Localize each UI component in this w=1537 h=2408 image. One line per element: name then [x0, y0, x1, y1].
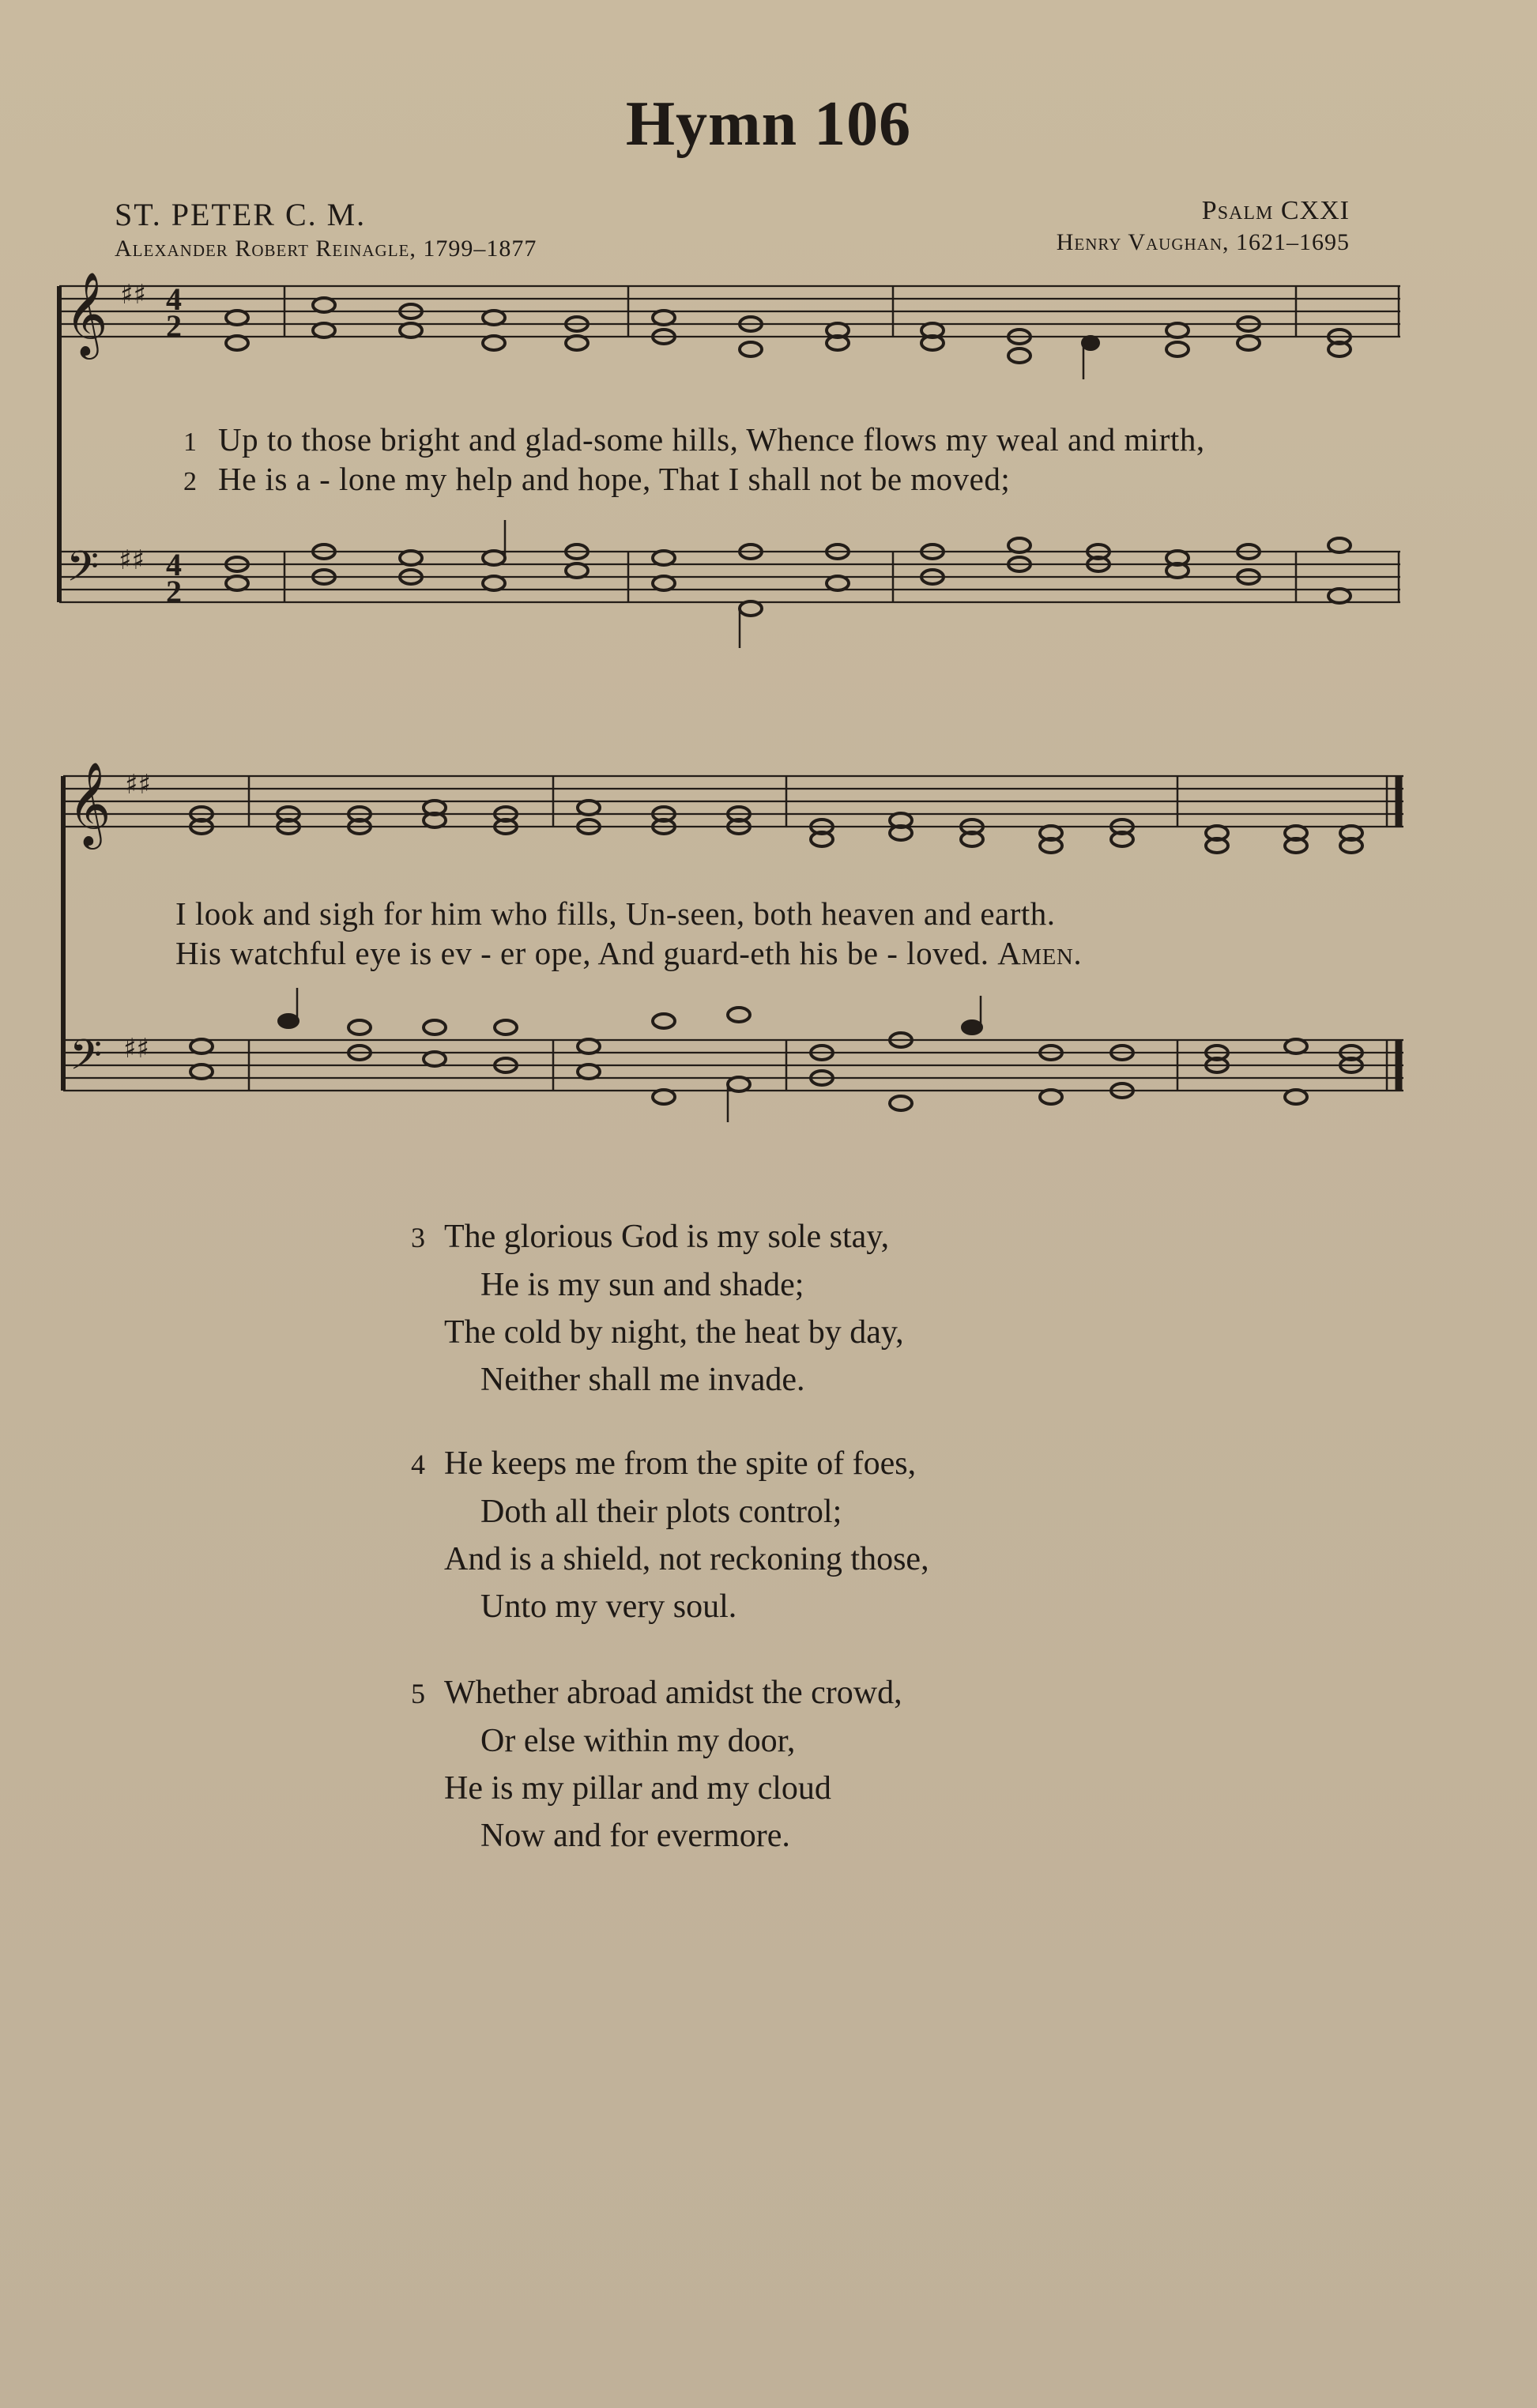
stanza-number: 3 [411, 1222, 425, 1253]
stanza-3 [411, 1213, 904, 1404]
stanza-line: He is my sun and shade; [480, 1267, 804, 1303]
hymn-title: Hymn 106 [625, 89, 912, 159]
treble-clef: 𝄞 [68, 761, 111, 846]
stanza-4 [411, 1440, 929, 1630]
lyric-words: Up to those bright and glad-some hills, Whence flows my weal and mirth, [218, 421, 1205, 458]
composer-credit: Alexander Robert Reinagle, 1799–1877 [115, 236, 537, 262]
treble-key-signature: ♯♯ [125, 769, 151, 801]
tune-name: ST. PETER C. M. [115, 197, 367, 232]
system-1-verse-1-line [183, 420, 1205, 458]
music-system-1 [0, 269, 1537, 648]
stanza-line: Unto my very soul. [480, 1588, 737, 1625]
bass-time-top: 4 [166, 547, 182, 582]
barlines-2 [249, 776, 1399, 1091]
treble-staff-1 [59, 286, 1400, 337]
bass-notes-2 [190, 988, 1362, 1122]
text-author: Henry Vaughan, 1621–1695 [1056, 229, 1350, 255]
stanza-line: The cold by night, the heat by day, [444, 1314, 904, 1351]
treble-clef: 𝄞 [65, 271, 108, 356]
stanza-line: He is my pillar and my cloud [444, 1770, 831, 1807]
bass-staff-2 [63, 1040, 1403, 1091]
amen-word: Amen. [997, 935, 1083, 971]
treble-time-bottom: 2 [166, 308, 182, 344]
stanza-line: Neither shall me invade. [480, 1362, 805, 1398]
treble-time-top: 4 [166, 281, 182, 317]
treble-notes-1 [226, 298, 1351, 379]
bass-time-bottom: 2 [166, 574, 182, 609]
bass-staff-1 [59, 552, 1400, 602]
lyric-words: I look and sigh for him who fills, Un-seen, both heaven and earth. [175, 895, 1056, 932]
stanza-line: Now and for evermore. [480, 1818, 790, 1854]
system-2-verse-1-line [175, 895, 1056, 933]
stanza-line: And is a shield, not reckoning those, [444, 1541, 929, 1577]
stanza-number: 5 [411, 1678, 425, 1709]
verse-number: 1 [183, 428, 198, 457]
system-2-verse-2-line [175, 934, 1082, 972]
bass-notes-1 [226, 520, 1351, 648]
stanza-line: Doth all their plots control; [480, 1494, 842, 1530]
stanza-line: Whether abroad amidst the crowd, [444, 1675, 902, 1711]
bass-key-signature: ♯♯ [123, 1033, 149, 1065]
treble-key-signature: ♯♯ [120, 279, 146, 311]
bass-clef: 𝄢 [66, 543, 100, 601]
stanza-line: Or else within my door, [480, 1723, 796, 1759]
bass-key-signature: ♯♯ [119, 545, 145, 576]
verse-number: 2 [183, 467, 198, 496]
lyric-words: His watchful eye is ev - er ope, And guard-eth his be - loved. [175, 935, 989, 971]
lyric-words: He is a - lone my help and hope, That I shall not be moved; [218, 461, 1011, 497]
bass-clef: 𝄢 [70, 1031, 103, 1090]
stanza-number: 4 [411, 1449, 425, 1480]
stanza-5 [411, 1669, 902, 1860]
system-1-verse-2-line [183, 460, 1010, 498]
psalm-source: Psalm CXXI [1201, 196, 1350, 225]
stanza-line: He keeps me from the spite of foes, [444, 1445, 917, 1482]
stanza-line: The glorious God is my sole stay, [444, 1219, 890, 1255]
